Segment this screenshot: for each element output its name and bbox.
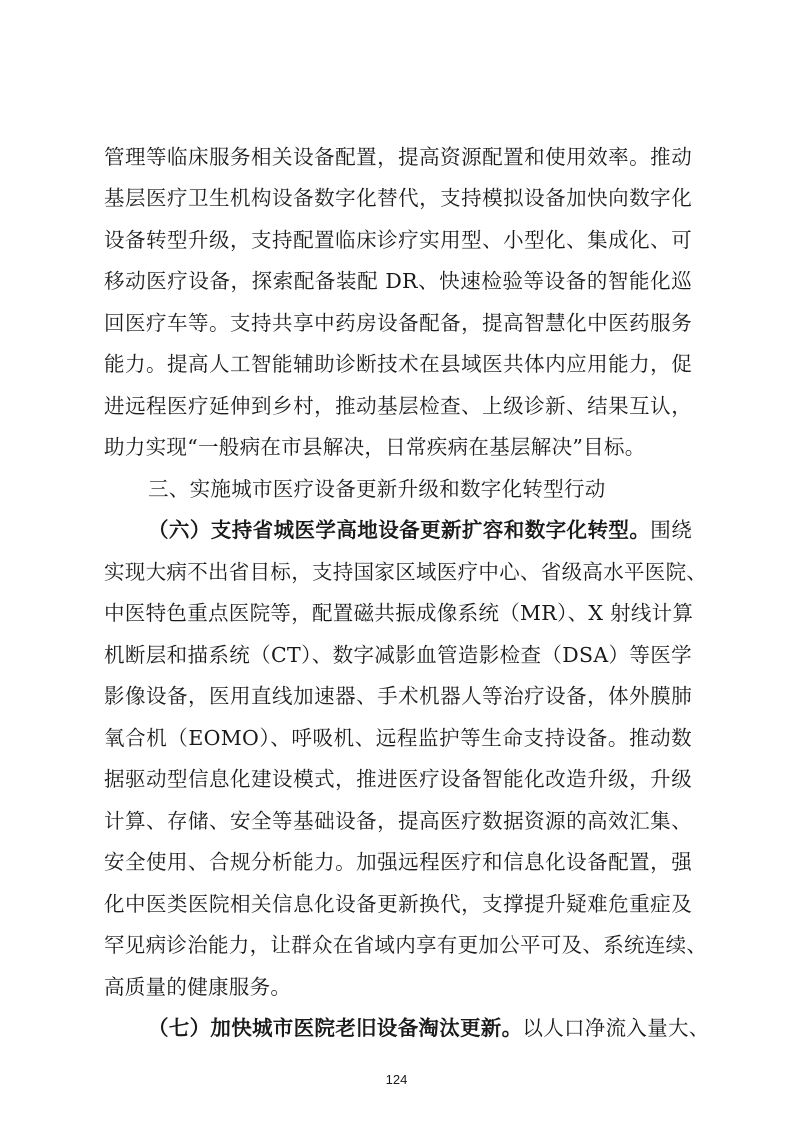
paragraph-first-line: [148, 1014, 710, 1042]
body-line: 回医疗车等。支持共享中药房设备配备，提高智慧化中医药服务: [104, 311, 692, 335]
body-line: 管理等临床服务相关设备配置，提高资源配置和使用效率。推动: [104, 145, 692, 169]
body-line: 计算、存储、安全等基础设备，提高医疗数据资源的高效汇集、: [104, 809, 692, 833]
body-line: 设备转型升级，支持配置临床诊疗实用型、小型化、集成化、可: [104, 228, 692, 252]
body-line: 助力实现“一般病在市县解决，日常疾病在基层解决”目标。: [104, 435, 646, 459]
subheading-bold: （七）加快城市医院老旧设备淘汰更新。: [148, 1016, 523, 1040]
body-line: 氧合机（EOMO）、呼吸机、远程监护等生命支持设备。推动数: [104, 726, 692, 750]
body-line: 中医特色重点医院等，配置磁共振成像系统（MR）、X 射线计算: [104, 601, 694, 625]
body-line: 罕见病诊治能力，让群众在省域内享有更加公平可及、系统连续、: [104, 933, 708, 957]
body-line: 化中医类医院相关信息化设备更新换代，支撑提升疑难危重症及: [104, 892, 692, 916]
body-line: 移动医疗设备，探索配备装配 DR、快速检验等设备的智能化巡: [104, 269, 692, 293]
body-line: 进远程医疗延伸到乡村，推动基层检查、上级诊新、结果互认，: [104, 394, 692, 418]
paragraph-first-line: [148, 516, 692, 544]
body-text: 以人口净流入量大、: [522, 1016, 710, 1040]
body-line: 高质量的健康服务。: [104, 975, 292, 999]
body-line: 基层医疗卫生机构设备数字化替代，支持模拟设备加快向数字化: [104, 186, 692, 210]
body-line: 据驱动型信息化建设模式，推进医疗设备智能化改造升级，升级: [104, 767, 692, 791]
body-line: 影像设备，医用直线加速器、手术机器人等治疗设备，体外膜肺: [104, 684, 692, 708]
body-line: 能力。提高人工智能辅助诊断技术在县域医共体内应用能力，促: [104, 352, 692, 376]
body-line: 实现大病不出省目标，支持国家区域医疗中心、省级高水平医院、: [104, 560, 708, 584]
body-line: 安全使用、合规分析能力。加强远程医疗和信息化设备配置，强: [104, 850, 692, 874]
body-text: 围绕: [650, 518, 692, 542]
body-line: 机断层和描系统（CT）、数字减影血管造影检查（DSA）等医学: [104, 643, 692, 667]
section-heading: 三、实施城市医疗设备更新升级和数字化转型行动: [148, 477, 606, 501]
page-number: 124: [385, 1072, 408, 1087]
subheading-bold: （六）支持省城医学高地设备更新扩容和数字化转型。: [148, 518, 651, 542]
